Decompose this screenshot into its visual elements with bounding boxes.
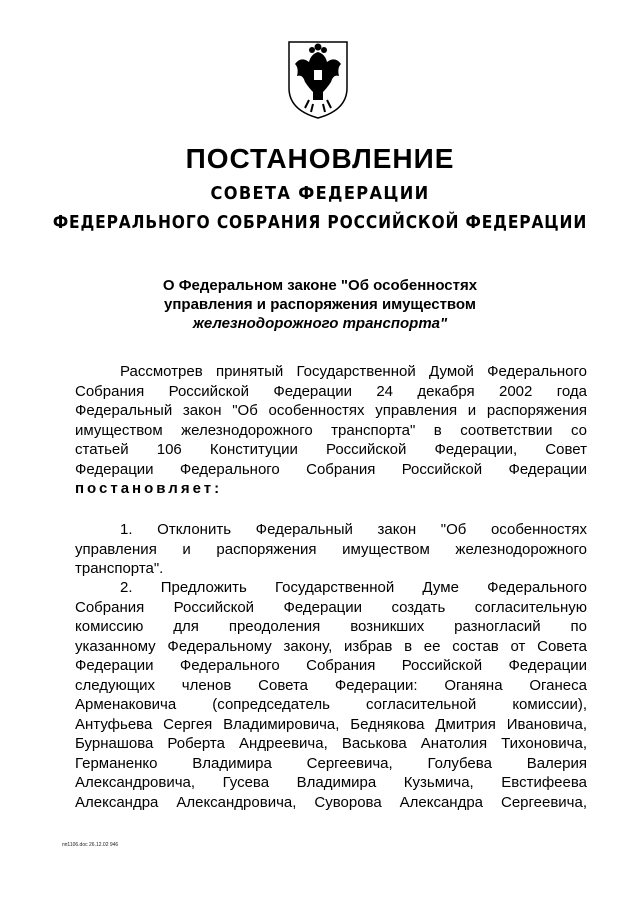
- preamble-paragraph: [75, 362, 587, 499]
- resolves-word: постановляет:: [75, 480, 223, 497]
- document-title: ПОСТАНОВЛЕНИЕ: [185, 143, 455, 174]
- text-line: Александра Александровича, Суворова Александра Сергеевича,: [75, 793, 587, 811]
- issuer-line-2: ФЕДЕРАЛЬНОГО СОБРАНИЯ РОССИЙСКОЙ ФЕДЕРАЦИИ: [52, 212, 588, 233]
- text-line: Арменаковича (сопредседатель согласительной комиссии),: [75, 696, 587, 713]
- coat-of-arms-icon: [283, 38, 353, 120]
- text-line: Федерации Федерального Собрания Российской Федерации: [75, 460, 587, 478]
- text-line: статьей 106 Конституции Российской Федерации, Совет: [75, 441, 587, 458]
- subject-line: железнодорожного транспорта": [192, 315, 448, 332]
- text-line: Бурнашова Роберта Андреевича, Васькова Анатолия Тихоновича,: [75, 735, 587, 752]
- text-line: Федеральный закон "Об особенностях управления и распоряжения: [75, 402, 587, 419]
- text-line: 1. Отклонить Федеральный закон "Об особенностях: [120, 521, 587, 538]
- issuer-line-1: СОВЕТА ФЕДЕРАЦИИ: [210, 183, 430, 204]
- document-subject: [90, 276, 550, 333]
- text-line: имуществом железнодорожного транспорта" в соответствии со: [75, 421, 587, 439]
- text-line: Антуфьева Сергея Владимировича, Беднякова Дмитрия Ивановича,: [75, 715, 587, 733]
- text-line: 2. Предложить Государственной Думе Федерального: [120, 579, 587, 596]
- subject-line: управления и распоряжения имуществом: [164, 296, 476, 313]
- text-line: следующих членов Совета Федерации: Оганяна Оганеса: [75, 676, 587, 694]
- text-line: управления и распоряжения имуществом железнодорожного: [75, 540, 587, 558]
- file-reference: пп1106.doc 26.12.02 946: [62, 842, 119, 848]
- subject-line: О Федеральном законе "Об особенностях: [162, 277, 478, 294]
- text-line: Собрания Российской Федерации 24 декабря 2002 года: [75, 382, 587, 400]
- text-line: Рассмотрев принятый Государственной Думой Федерального: [120, 363, 587, 380]
- text-line: Германенко Владимира Сергеевича, Голубева Валерия: [75, 754, 587, 772]
- text-line: Федерации Федерального Собрания Российской Федерации: [75, 657, 587, 674]
- text-line: Александровича, Гусева Владимира Кузьмича, Евстифеева: [75, 774, 587, 791]
- point-1-paragraph: [75, 520, 587, 579]
- text-line: транспорта".: [75, 560, 164, 577]
- text-line: комиссию для преодоления возникших разногласий по: [75, 618, 587, 635]
- text-line: Собрания Российской Федерации создать согласительную: [75, 598, 587, 616]
- text-line: указанному Федеральному закону, избрав в ее состав от Совета: [75, 637, 587, 655]
- point-2-paragraph: [75, 578, 587, 812]
